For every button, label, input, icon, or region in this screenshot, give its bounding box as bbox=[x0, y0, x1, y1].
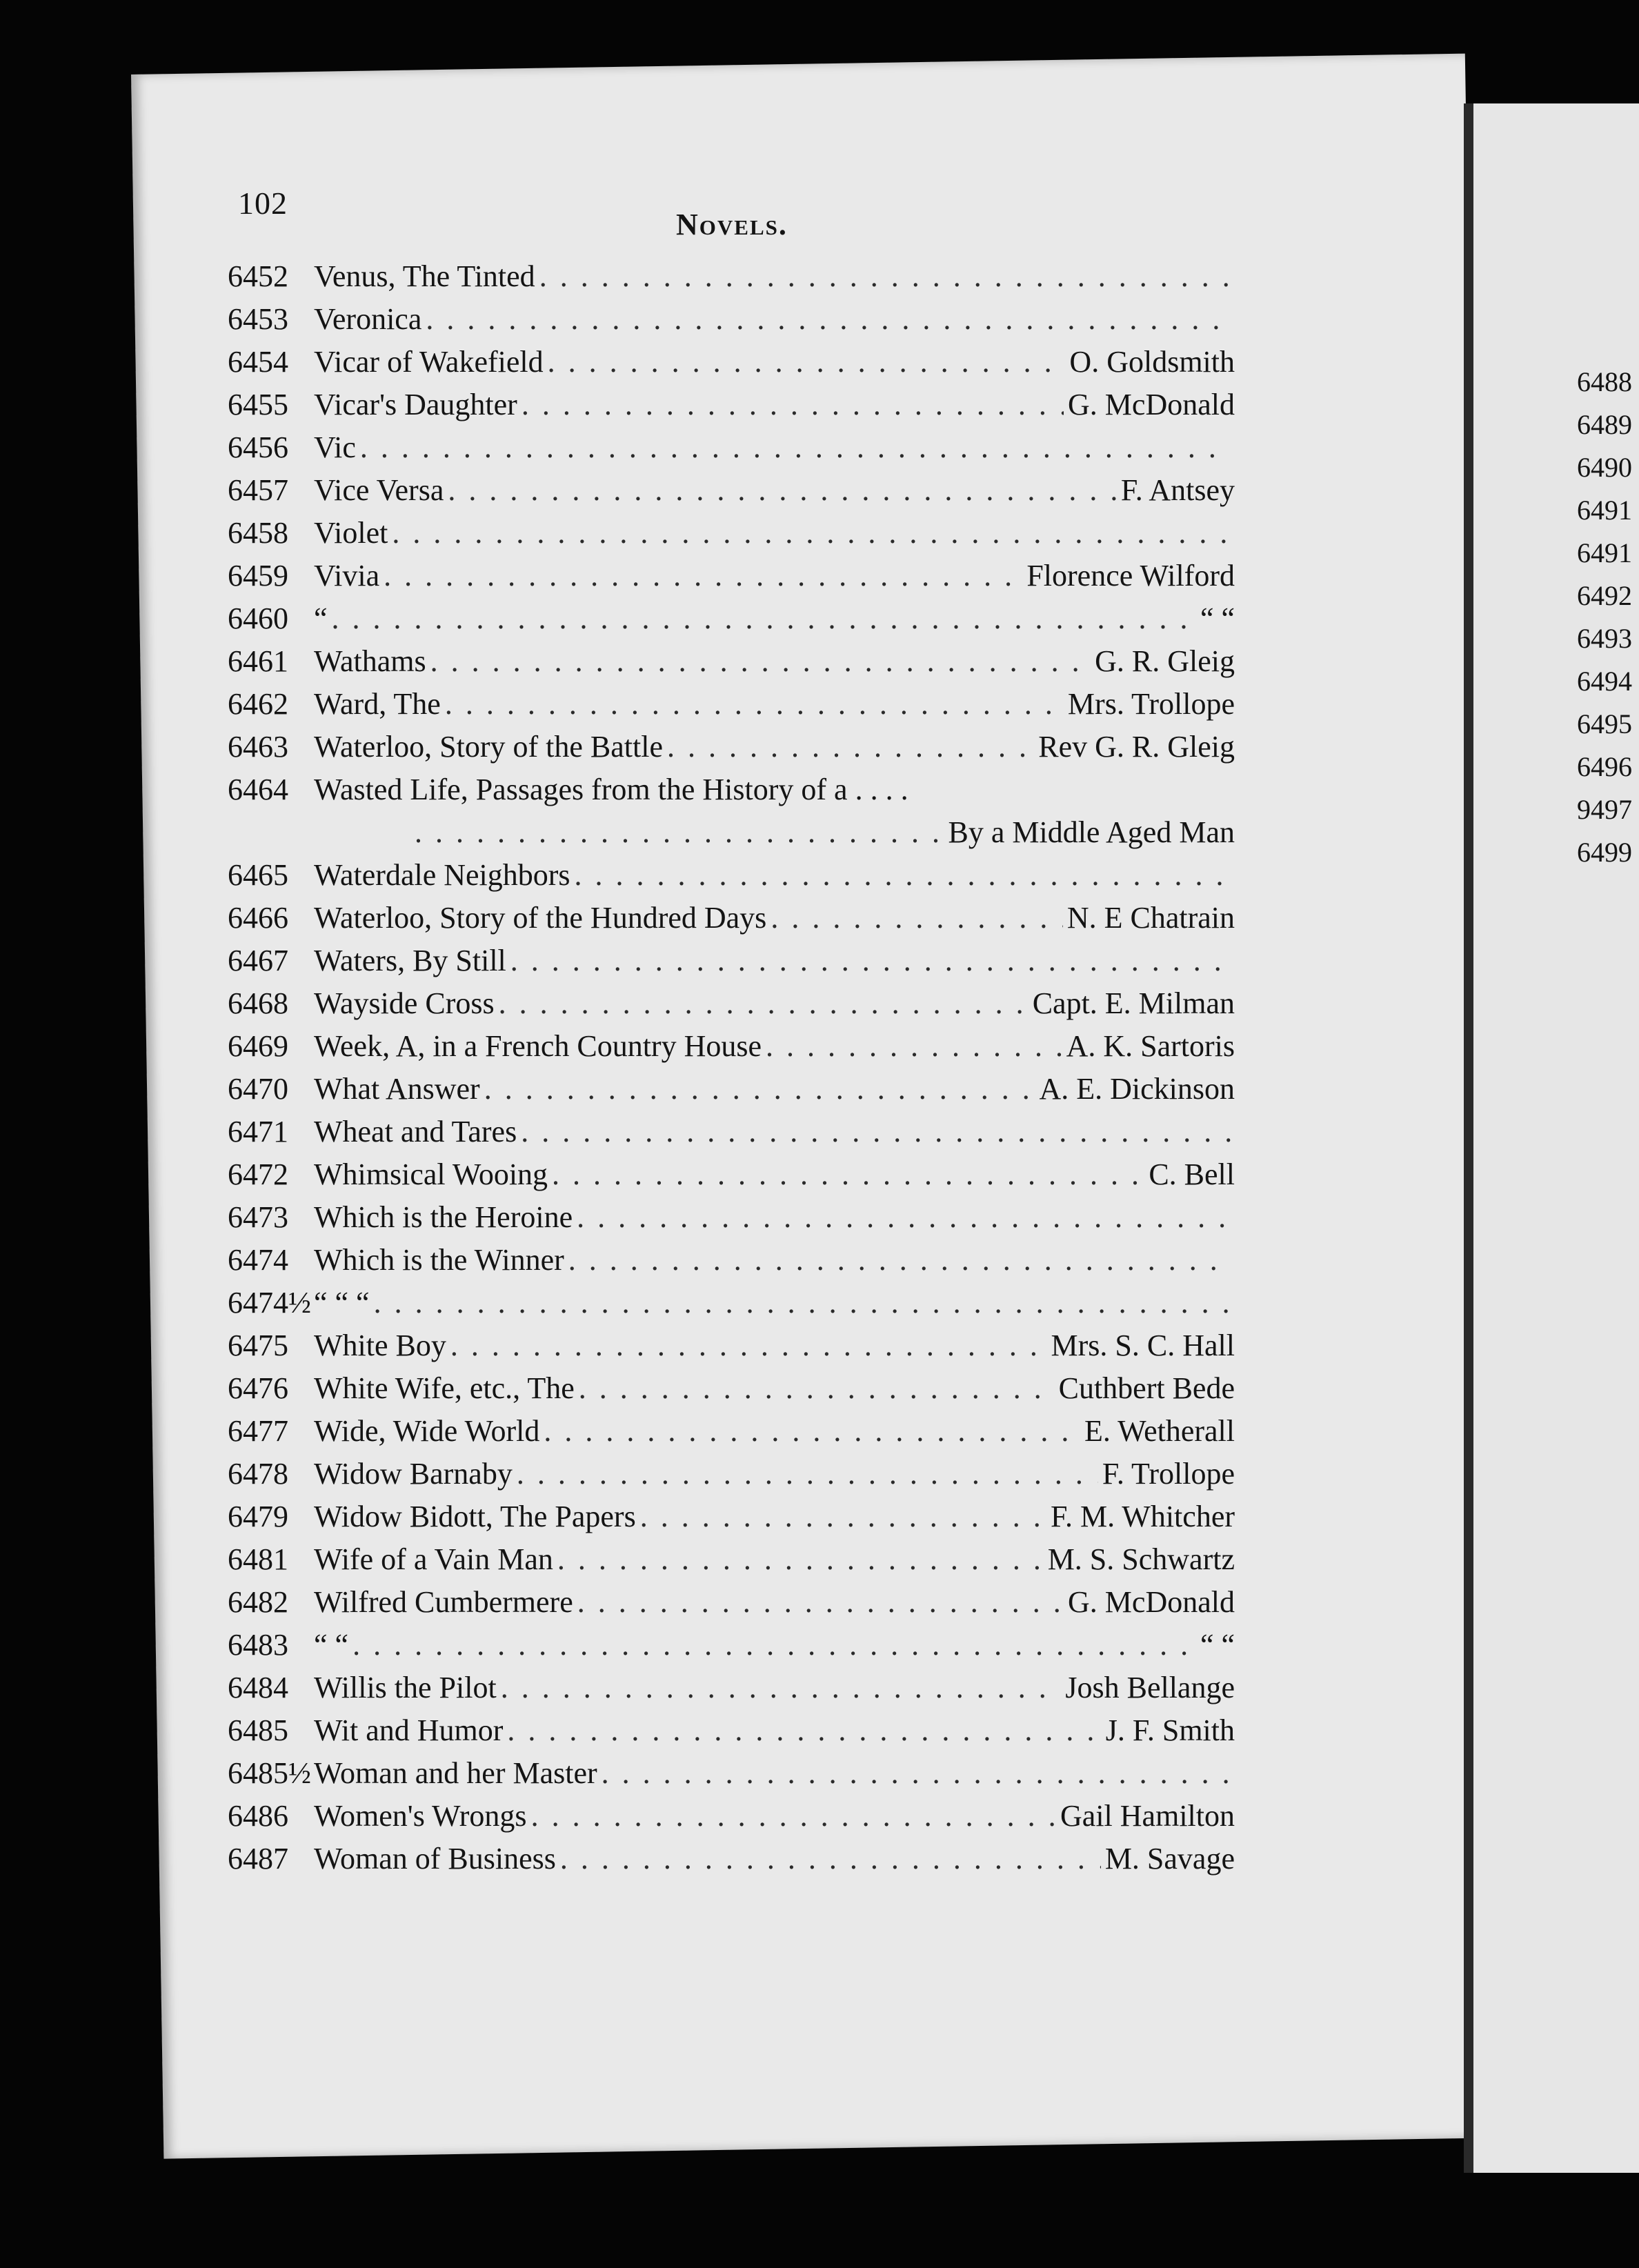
facing-page-number: 6496 bbox=[1577, 751, 1632, 782]
catalog-entry bbox=[228, 943, 1235, 986]
facing-page-number: 6491 bbox=[1577, 495, 1632, 526]
leader-dots bbox=[766, 1028, 1062, 1064]
leader-dots bbox=[448, 472, 1116, 508]
page-header bbox=[131, 54, 1467, 157]
entry-number: 6472 bbox=[228, 1157, 288, 1191]
leader-dots bbox=[392, 515, 1231, 550]
entry-title: Which is the Heroine bbox=[314, 1200, 573, 1234]
entry-title: Wife of a Vain Man bbox=[314, 1542, 553, 1576]
catalog-entry bbox=[228, 601, 1235, 644]
facing-page-number: 9497 bbox=[1577, 794, 1632, 825]
catalog-entry bbox=[228, 1114, 1235, 1157]
leader-dots bbox=[579, 1371, 1055, 1406]
entry-author: G. McDonald bbox=[1068, 388, 1235, 421]
entry-number: 6482 bbox=[228, 1585, 288, 1619]
entry-number: 6465 bbox=[228, 858, 288, 892]
entry-number: 6461 bbox=[228, 644, 288, 678]
leader-dots bbox=[539, 259, 1231, 294]
entry-author: M. Savage bbox=[1104, 1842, 1235, 1876]
leader-dots bbox=[510, 943, 1231, 978]
entry-title: Woman of Business bbox=[314, 1842, 556, 1876]
entry-title: Wilfred Cumbermere bbox=[314, 1585, 573, 1619]
catalog-entry bbox=[228, 1285, 1235, 1328]
catalog-list bbox=[228, 259, 1235, 1884]
facing-page-number: 6491 bbox=[1577, 537, 1632, 568]
catalog-entry bbox=[228, 472, 1235, 515]
entry-title: Week, A, in a French Country House bbox=[314, 1029, 762, 1063]
catalog-entry bbox=[228, 1499, 1235, 1542]
catalog-entry bbox=[228, 644, 1235, 686]
entry-number: 6468 bbox=[228, 986, 288, 1020]
leader-dots bbox=[360, 430, 1231, 465]
catalog-entry bbox=[228, 344, 1235, 387]
leader-dots bbox=[640, 1499, 1046, 1534]
leader-dots bbox=[426, 301, 1231, 337]
entry-author: Rev G. R. Gleig bbox=[1038, 730, 1235, 764]
entry-number: 6474 bbox=[228, 1243, 288, 1277]
catalog-entry bbox=[228, 1713, 1235, 1755]
leader-dots bbox=[499, 986, 1029, 1021]
entry-number: 6484 bbox=[228, 1671, 288, 1704]
entry-author: G. McDonald bbox=[1068, 1585, 1235, 1619]
entry-author: Mrs. S. C. Hall bbox=[1051, 1329, 1235, 1362]
leader-dots bbox=[557, 1542, 1044, 1577]
entry-title: Widow Bidott, The Papers bbox=[314, 1500, 636, 1533]
entry-number: 6478 bbox=[228, 1457, 288, 1491]
entry-number: 6456 bbox=[228, 430, 288, 464]
entry-title: White Boy bbox=[314, 1329, 446, 1362]
facing-page-number: 6488 bbox=[1577, 366, 1632, 397]
section-title: Novels. bbox=[676, 208, 788, 241]
leader-dots bbox=[771, 900, 1063, 935]
entry-title: Vicar of Wakefield bbox=[314, 345, 544, 379]
entry-title: Wheat and Tares bbox=[314, 1115, 517, 1148]
facing-page-number: 6490 bbox=[1577, 452, 1632, 483]
catalog-entry bbox=[228, 772, 1235, 815]
entry-title: Violet bbox=[314, 516, 388, 550]
catalog-entry bbox=[228, 1456, 1235, 1499]
entry-title: Vivia bbox=[314, 559, 380, 593]
entry-number: 6475 bbox=[228, 1329, 288, 1362]
leader-dots bbox=[522, 387, 1064, 422]
leader-dots bbox=[577, 1584, 1064, 1620]
entry-number: 6462 bbox=[228, 687, 288, 721]
leader-dots bbox=[602, 1755, 1231, 1791]
entry-author: Capt. E. Milman bbox=[1032, 986, 1235, 1020]
entry-title: “ “ bbox=[314, 1628, 349, 1662]
catalog-entry bbox=[228, 1798, 1235, 1841]
entry-author: Cuthbert Bede bbox=[1058, 1371, 1235, 1405]
entry-number: 6486 bbox=[228, 1799, 288, 1833]
leader-dots bbox=[577, 1200, 1231, 1235]
catalog-entry bbox=[228, 857, 1235, 900]
entry-author: F. Antsey bbox=[1120, 473, 1235, 507]
entry-title: Whimsical Wooing bbox=[314, 1157, 548, 1191]
catalog-entry bbox=[228, 1627, 1235, 1670]
entry-title: Waterloo, Story of the Battle bbox=[314, 730, 663, 764]
catalog-entry bbox=[228, 515, 1235, 558]
entry-number: 6485 bbox=[228, 1713, 288, 1747]
catalog-entry bbox=[228, 900, 1235, 943]
entry-title: Vic bbox=[314, 430, 356, 464]
catalog-entry bbox=[228, 729, 1235, 772]
entry-number: 6466 bbox=[228, 901, 288, 935]
leader-dots bbox=[445, 686, 1064, 722]
entry-author: M. S. Schwartz bbox=[1047, 1542, 1235, 1576]
entry-number: 6458 bbox=[228, 516, 288, 550]
leader-dots bbox=[352, 1627, 1196, 1662]
catalog-entry bbox=[228, 1542, 1235, 1584]
entry-number: 6470 bbox=[228, 1072, 288, 1106]
entry-author: C. Bell bbox=[1149, 1157, 1235, 1191]
entry-number: 6483 bbox=[228, 1628, 288, 1662]
catalog-entry bbox=[228, 815, 1235, 857]
entry-number: 6463 bbox=[228, 730, 288, 764]
leader-dots bbox=[560, 1841, 1101, 1876]
catalog-entry bbox=[228, 986, 1235, 1028]
entry-title: “ “ “ bbox=[314, 1286, 370, 1320]
entry-number: 6474½ bbox=[228, 1286, 311, 1320]
entry-author: F. Trollope bbox=[1102, 1457, 1235, 1491]
entry-title: Vicar's Daughter bbox=[314, 388, 517, 421]
facing-page-numbers bbox=[1577, 366, 1632, 879]
entry-title: Women's Wrongs bbox=[314, 1799, 527, 1833]
entry-title: Vice Versa bbox=[314, 473, 444, 507]
catalog-entry bbox=[228, 558, 1235, 601]
leader-dots bbox=[501, 1670, 1062, 1705]
leader-dots bbox=[374, 1285, 1231, 1320]
catalog-entry bbox=[228, 1242, 1235, 1285]
entry-title: Widow Barnaby bbox=[314, 1457, 513, 1491]
catalog-entry bbox=[228, 430, 1235, 472]
entry-title: Woman and her Master bbox=[314, 1756, 597, 1790]
entry-author: F. M. Whitcher bbox=[1051, 1500, 1235, 1533]
entry-number: 6487 bbox=[228, 1842, 288, 1876]
entry-title: Venus, The Tinted bbox=[314, 259, 535, 293]
entry-author: A. E. Dickinson bbox=[1039, 1072, 1235, 1106]
entry-title: Wasted Life, Passages from the History of a . . . . bbox=[314, 773, 908, 806]
leader-dots bbox=[517, 1456, 1098, 1491]
entry-title: Willis the Pilot bbox=[314, 1671, 497, 1704]
entry-title: Wathams bbox=[314, 644, 426, 678]
catalog-entry bbox=[228, 387, 1235, 430]
entry-author: E. Wetherall bbox=[1084, 1414, 1235, 1448]
entry-number: 6476 bbox=[228, 1371, 288, 1405]
entry-number: 6454 bbox=[228, 345, 288, 379]
catalog-entry bbox=[228, 1200, 1235, 1242]
catalog-entry bbox=[228, 1755, 1235, 1798]
facing-page-number: 6489 bbox=[1577, 409, 1632, 440]
entry-author: N. E Chatrain bbox=[1066, 901, 1235, 935]
entry-number: 6459 bbox=[228, 559, 288, 593]
entry-title: Which is the Winner bbox=[314, 1243, 564, 1277]
entry-author: Mrs. Trollope bbox=[1067, 687, 1235, 721]
entry-title: Ward, The bbox=[314, 687, 441, 721]
leader-dots bbox=[531, 1798, 1056, 1833]
catalog-entry bbox=[228, 1028, 1235, 1071]
entry-title: Waterloo, Story of the Hundred Days bbox=[314, 901, 767, 935]
leader-dots bbox=[332, 601, 1196, 636]
entry-number: 6477 bbox=[228, 1414, 288, 1448]
entry-author: Florence Wilford bbox=[1026, 559, 1235, 593]
leader-dots bbox=[384, 558, 1022, 593]
leader-dots bbox=[507, 1713, 1101, 1748]
leader-dots bbox=[575, 857, 1231, 893]
entry-number: 6455 bbox=[228, 388, 288, 421]
entry-number: 6457 bbox=[228, 473, 288, 507]
entry-author: “ “ bbox=[1200, 601, 1235, 635]
leader-dots bbox=[667, 729, 1034, 764]
entry-title: What Answer bbox=[314, 1072, 480, 1106]
catalog-entry bbox=[228, 1157, 1235, 1200]
entry-number: 6467 bbox=[228, 944, 288, 977]
entry-number: 6464 bbox=[228, 773, 288, 806]
leader-dots bbox=[430, 644, 1091, 679]
entry-author: Gail Hamilton bbox=[1060, 1799, 1235, 1833]
page-gutter bbox=[1464, 103, 1473, 2173]
entry-author: G. R. Gleig bbox=[1095, 644, 1235, 678]
leader-dots bbox=[415, 815, 944, 850]
entry-number: 6479 bbox=[228, 1500, 288, 1533]
catalog-entry bbox=[228, 259, 1235, 301]
leader-dots bbox=[484, 1071, 1035, 1106]
entry-number: 6460 bbox=[228, 601, 288, 635]
leader-dots bbox=[544, 1413, 1080, 1449]
entry-title: Wide, Wide World bbox=[314, 1414, 540, 1448]
catalog-entry bbox=[228, 686, 1235, 729]
entry-author: J. F. Smith bbox=[1105, 1713, 1235, 1747]
entry-number: 6452 bbox=[228, 259, 288, 293]
catalog-entry bbox=[228, 1371, 1235, 1413]
catalog-entry bbox=[228, 1071, 1235, 1114]
entry-number: 6453 bbox=[228, 302, 288, 336]
entry-number: 6471 bbox=[228, 1115, 288, 1148]
entry-title: “ bbox=[314, 601, 328, 635]
entry-title: Waterdale Neighbors bbox=[314, 858, 570, 892]
entry-author: A. K. Sartoris bbox=[1066, 1029, 1235, 1063]
entry-title: Waters, By Still bbox=[314, 944, 506, 977]
entry-number: 6469 bbox=[228, 1029, 288, 1063]
entry-title: Wit and Humor bbox=[314, 1713, 504, 1747]
entry-number: 6485½ bbox=[228, 1756, 311, 1790]
facing-page-number: 6499 bbox=[1577, 837, 1632, 868]
entry-author: “ “ bbox=[1200, 1628, 1235, 1662]
entry-title: Veronica bbox=[314, 302, 422, 336]
catalog-entry bbox=[228, 1584, 1235, 1627]
entry-author: Josh Bellange bbox=[1065, 1671, 1235, 1704]
entry-number: 6481 bbox=[228, 1542, 288, 1576]
leader-dots bbox=[548, 344, 1066, 379]
catalog-entry bbox=[228, 1328, 1235, 1371]
catalog-entry bbox=[228, 1413, 1235, 1456]
entry-author: By a Middle Aged Man bbox=[948, 815, 1235, 849]
catalog-entry bbox=[228, 301, 1235, 344]
leader-dots bbox=[552, 1157, 1144, 1192]
facing-page-number: 6492 bbox=[1577, 580, 1632, 611]
page-number: 102 bbox=[238, 186, 288, 221]
entry-title: Wayside Cross bbox=[314, 986, 495, 1020]
facing-page-number: 6494 bbox=[1577, 666, 1632, 697]
entry-number: 6473 bbox=[228, 1200, 288, 1234]
leader-dots bbox=[450, 1328, 1047, 1363]
leader-dots bbox=[568, 1242, 1231, 1277]
entry-author: O. Goldsmith bbox=[1069, 345, 1235, 379]
facing-page-number: 6495 bbox=[1577, 708, 1632, 739]
catalog-entry bbox=[228, 1841, 1235, 1884]
leader-dots bbox=[521, 1114, 1231, 1149]
facing-page-number: 6493 bbox=[1577, 623, 1632, 654]
catalog-entry bbox=[228, 1670, 1235, 1713]
entry-title: White Wife, etc., The bbox=[314, 1371, 575, 1405]
